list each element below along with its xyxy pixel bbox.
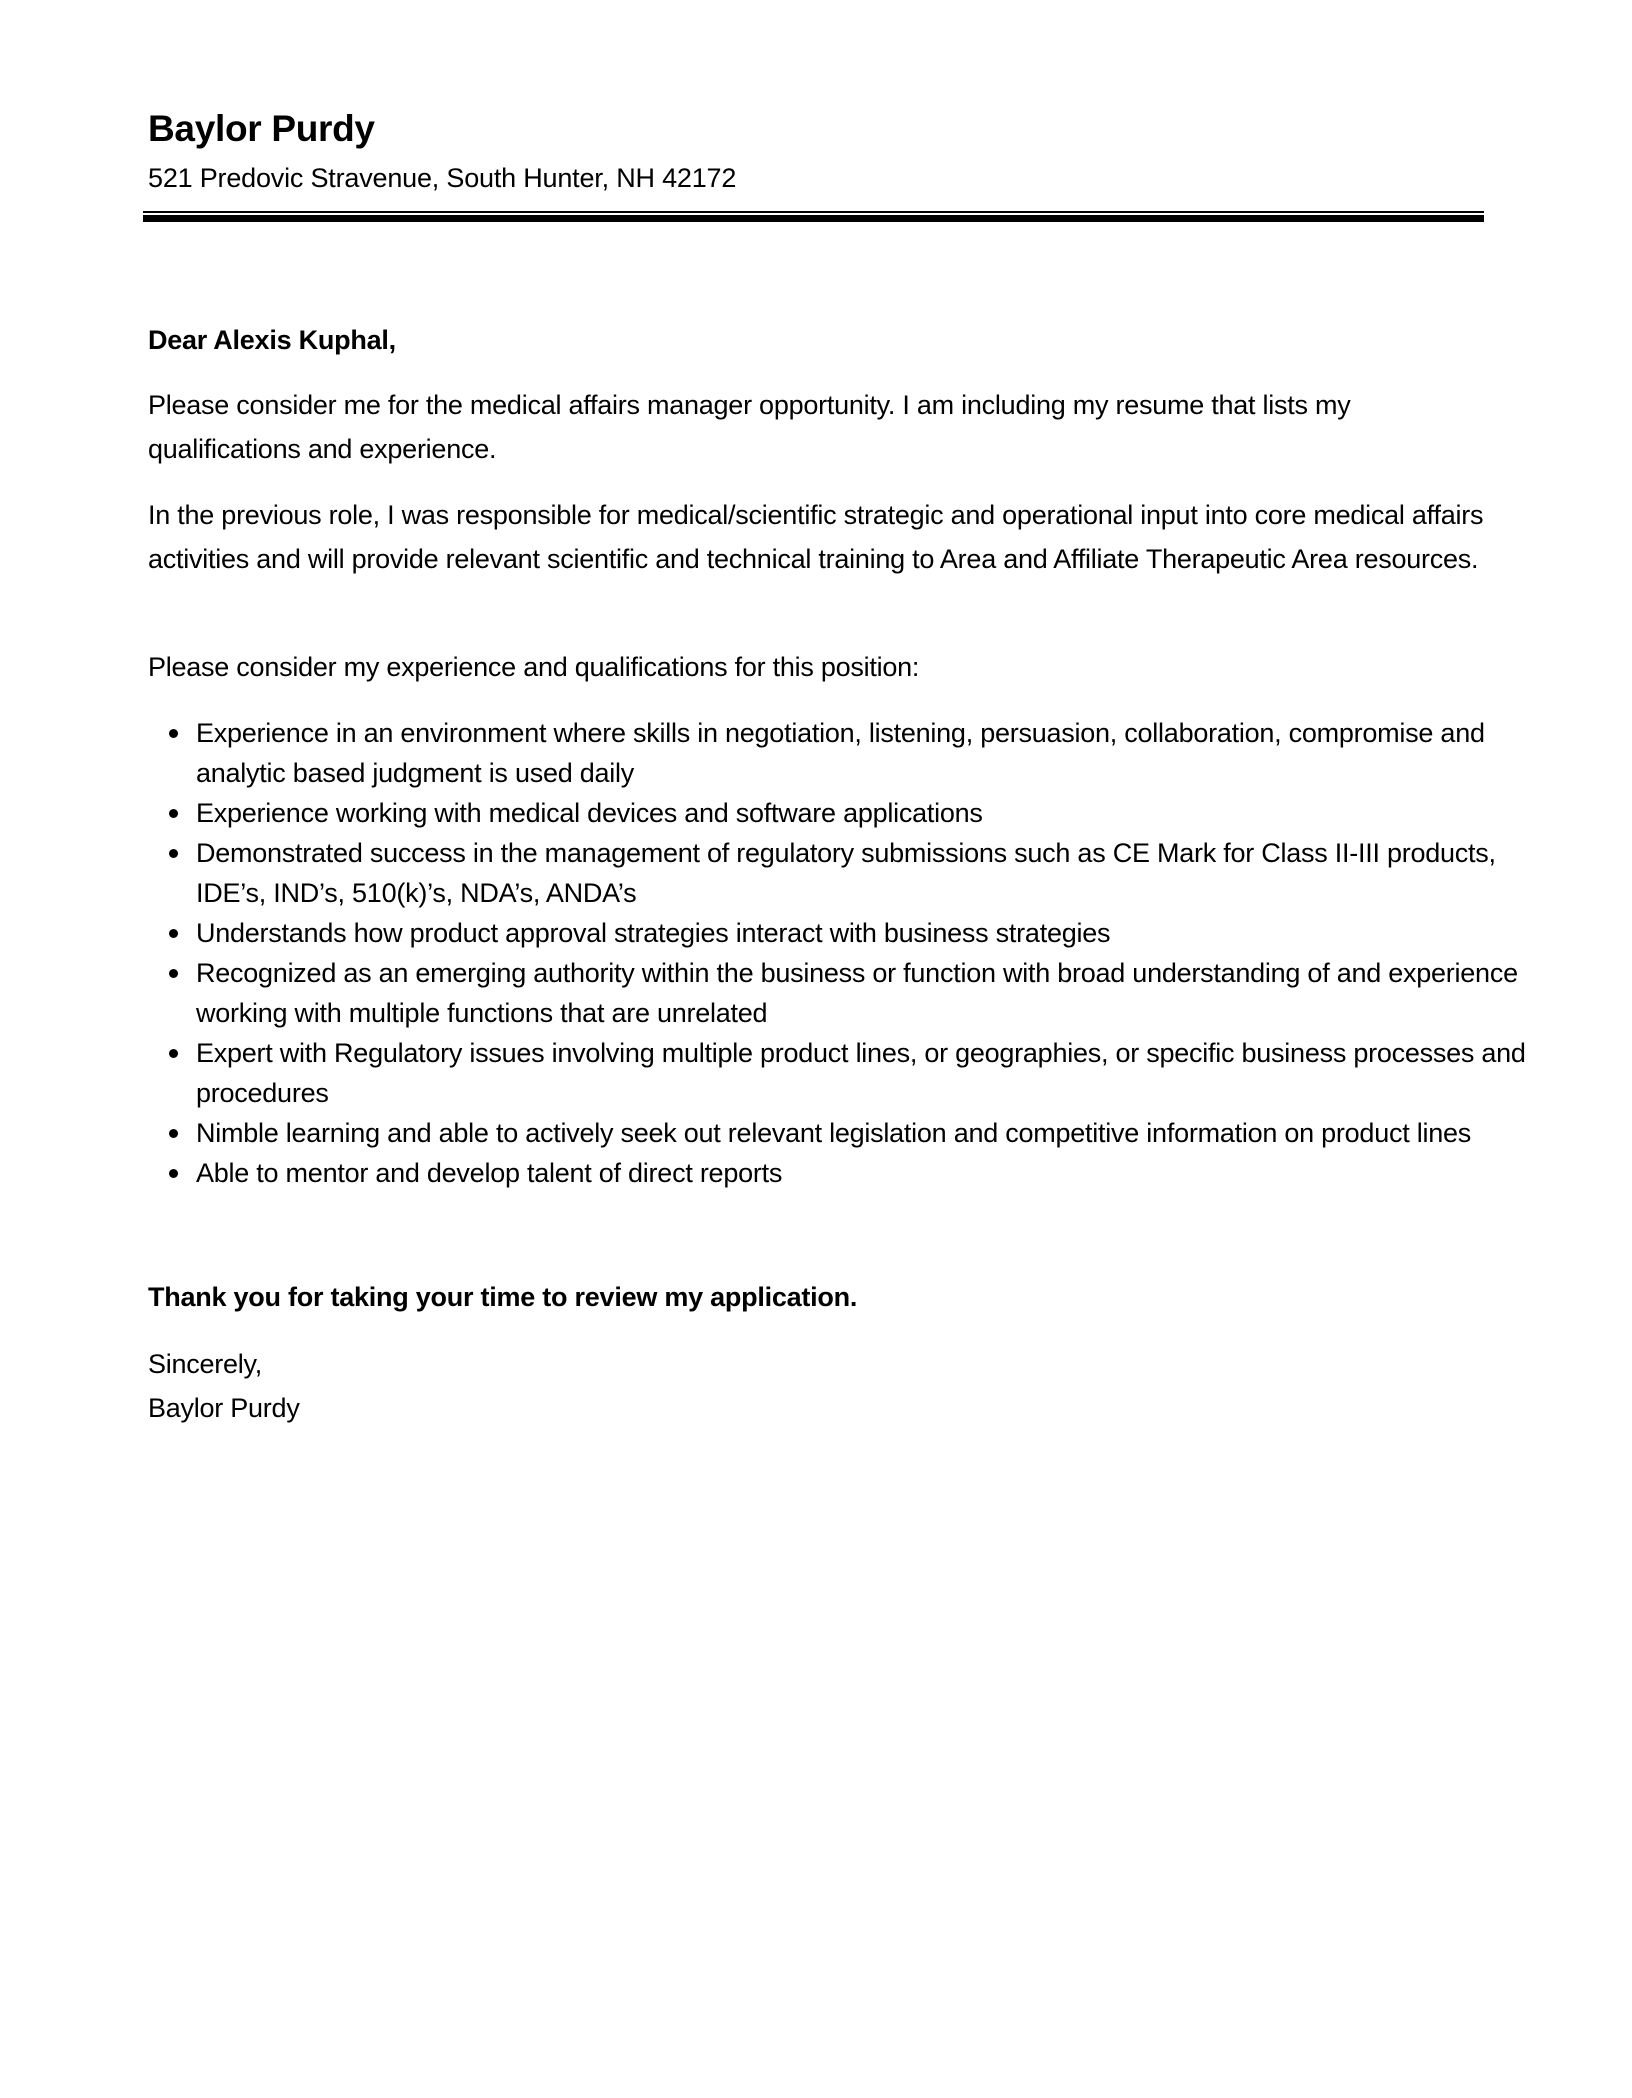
- bullet-icon: [169, 969, 178, 978]
- salutation: Dear Alexis Kuphal,: [148, 325, 396, 355]
- list-item: Nimble learning and able to actively seek out relevant legislation and competitive information on product lines: [196, 1113, 1532, 1153]
- bullet-icon: [169, 1129, 178, 1138]
- sender-name: Baylor Purdy: [148, 108, 375, 149]
- closing: Sincerely,: [148, 1349, 263, 1379]
- bullet-icon: [169, 1169, 178, 1178]
- qualifications-list: [148, 713, 1532, 1193]
- bullet-icon: [169, 1049, 178, 1058]
- list-item: Experience working with medical devices and software applications: [196, 793, 1532, 833]
- paragraph-intro: Please consider me for the medical affairs manager opportunity. I am including my resume that lists my qualifications and experience.: [148, 390, 1351, 464]
- list-item: Understands how product approval strategies interact with business strategies: [196, 913, 1532, 953]
- header-divider: [143, 211, 1484, 222]
- list-item: Experience in an environment where skills in negotiation, listening, persuasion, collaboration, compromise and analytic based judgment is used daily: [196, 713, 1532, 793]
- list-item: Recognized as an emerging authority within the business or function with broad understanding of and experience working with multiple functions that are unrelated: [196, 953, 1532, 1033]
- list-item: Able to mentor and develop talent of direct reports: [196, 1153, 1532, 1193]
- bullet-icon: [169, 729, 178, 738]
- paragraph-qualifications-lead: Please consider my experience and qualifications for this position:: [148, 652, 920, 682]
- thank-you-line: Thank you for taking your time to review my application.: [148, 1282, 858, 1312]
- bullet-icon: [169, 849, 178, 858]
- list-item: Demonstrated success in the management of regulatory submissions such as CE Mark for Class II-III products, IDE’s, IND’s, 510(k)’s, NDA’s, ANDA’s: [196, 833, 1532, 913]
- sender-address: 521 Predovic Stravenue, South Hunter, NH 42172: [148, 163, 737, 193]
- paragraph-previous-role: In the previous role, I was responsible for medical/scientific strategic and operational input into core medical affairs activities and will provide relevant scientific and technical training to Area and Affiliate Therapeutic Area resources.: [148, 500, 1484, 574]
- bullet-icon: [169, 929, 178, 938]
- list-item: Expert with Regulatory issues involving multiple product lines, or geographies, or specific business processes and procedures: [196, 1033, 1532, 1113]
- bullet-icon: [169, 809, 178, 818]
- signature: Baylor Purdy: [148, 1393, 300, 1423]
